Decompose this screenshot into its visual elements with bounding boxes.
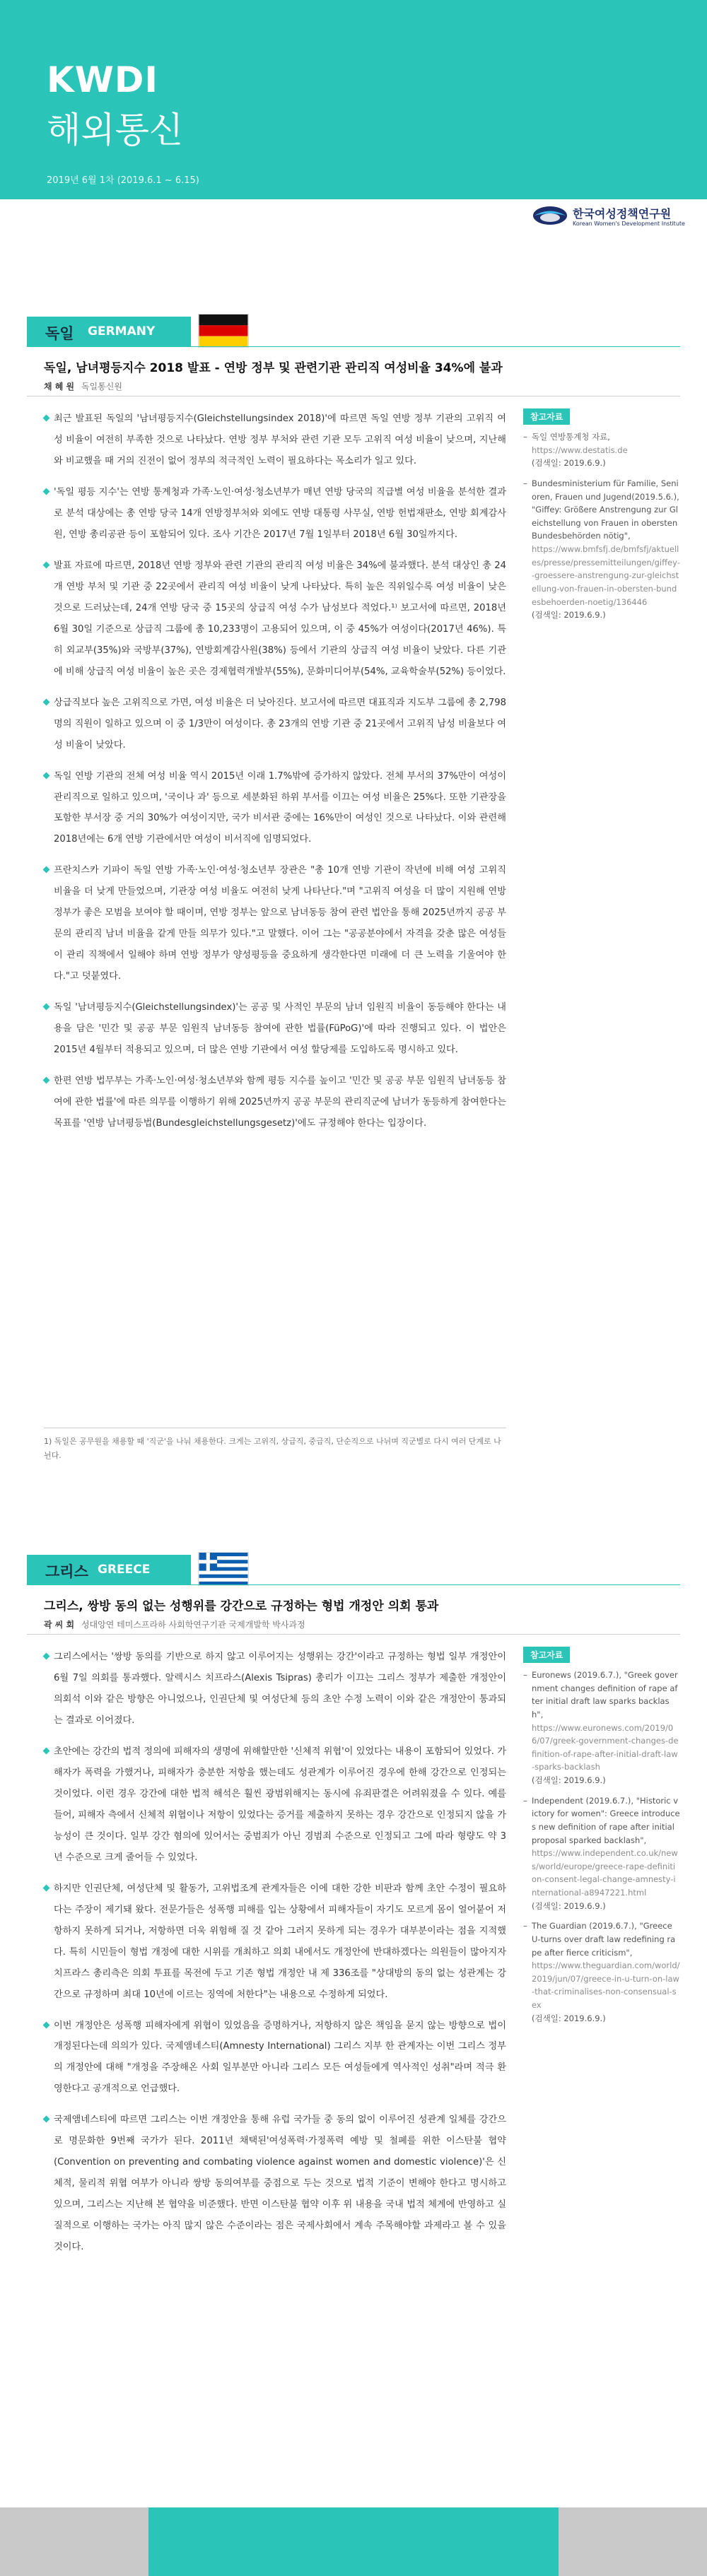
germany-flag-icon xyxy=(198,314,249,348)
author-name: 채 혜 원 xyxy=(44,382,75,392)
reference-link[interactable]: https://www.euronews.com/2019/06/07/greek-government-changes-definition-of-rape-after-initial-draft-law-sparks-backlash xyxy=(532,1722,679,1772)
country-band xyxy=(27,1555,191,1584)
greece-flag-icon xyxy=(198,1552,249,1586)
reference-item xyxy=(523,1669,680,1787)
references-tag: 참고자료 xyxy=(523,1647,570,1663)
kwdi-logo-icon xyxy=(532,205,568,226)
references-tag: 참고자료 xyxy=(523,408,570,425)
page-footer xyxy=(0,2507,707,2576)
logo-name-en: Korean Women's Development Institute xyxy=(573,220,685,227)
reference-text: Bundesministerium für Familie, Senioren, Frauen und Jugend(2019.5.6.), "Giffey: Größere Anstrengung zur Gleichstellung von Frauen in obersten Bundesbehörden nötig", xyxy=(532,478,679,541)
article-author xyxy=(44,1618,305,1630)
reference-link[interactable]: https://www.bmfsfj.de/bmfsfj/aktuelles/presse/pressemitteilungen/giffey--groessere-anstrengung-zur-gleichstellung-von-frauen-in-obersten-bundesbehoerden-noetig/136446 xyxy=(532,544,680,607)
article-author xyxy=(44,380,122,392)
reference-item xyxy=(523,1919,680,2025)
reference-text: Independent (2019.6.7.), "Historic victory for women": Greece introduces new definition of rape after initial proposal sparked backlash", xyxy=(532,1795,680,1845)
paragraph: 독일 연방 기관의 전체 여성 비율 역시 2015년 이래 1.7%밖에 증가하지 않았다. 전체 부서의 37%만이 여성이 관리직으로 일하고 있으며, '국이나 과' 등으로 세분화된 하위 부서를 이끄는 여성 비율은 25%다. 또한 기관장을 포함한 부서장 중 거의 30%가 여성이지만, 국가 비서관 중에는 16%만이 여성인 것으로 나타났다. 이와 관련해 2018년에는 6개 연방 기관에서만 여성이 비서직에 임명되었다. xyxy=(44,766,506,851)
paragraph: 프란치스카 기파이 독일 연방 가족·노인·여성·청소년부 장관은 "총 10개 연방 기관이 작년에 비해 여성 고위직 비율을 더 낮게 만들었으며, 기관장 여성 비율도 여전히 낮게 나타난다."며 "고위직 여성을 더 많이 지원해 연방 정부가 좋은 모범을 보여야 할 때이며, 연방 정부는 앞으로 남녀동등 참여 관련 법안을 통해 2025년까지 공공 부문의 관리직 남녀 비율을 같게 만들 의무가 있다."고 말했다. 이어 그는 "공공분야에서 자격을 갖춘 많은 여성들이 관리 직책에서 일해야 하며 연방 정부가 양성평등을 중요하게 생각한다면 미래에 더 큰 노력을 기울여야 한다."고 덧붙였다. xyxy=(44,860,506,987)
country-name-en: GREECE xyxy=(98,1563,151,1577)
article-title: 독일, 남녀평등지수 2018 발표 - 연방 정부 및 관련기관 관리직 여성비율 34%에 불과 xyxy=(44,361,503,375)
reference-text: Euronews (2019.6.7.), "Greek government changes definition of rape after initial draft law sparks backlash", xyxy=(532,1670,678,1719)
germany-section xyxy=(0,317,707,1539)
hero-banner xyxy=(0,0,707,199)
reference-date: (검색일: 2019.6.9.) xyxy=(532,458,606,469)
publisher-title: KWDI xyxy=(47,59,159,100)
section-rule xyxy=(27,1584,680,1585)
reference-date: (검색일: 2019.6.9.) xyxy=(532,1900,606,1911)
paragraph: 발표 자료에 따르면, 2018년 연방 정부와 관련 기관의 관리직 여성 비율은 34%에 불과했다. 분석 대상인 총 24개 연방 부처 및 기관 중 22곳에서 관리직 여성 비율이 낮게 나타났다. 특히 높은 직위일수록 여성 비율이 낮은 것으로 드러났는데, 24개 연방 당국 중 15곳의 상급직 여성 수가 남성보다 적었다.¹⁾ 보고서에 따르면, 2018년 6월 30일 기준으로 상급직 그룹에 총 10,233명이 고용되어 있으며, 이 중 45%가 여성이다(2017년 46%). 특히 외교부(35%)와 국방부(37%), 연방회계감사원(38%) 등에서 기관의 상급직 여성 비율이 낮았다. 다른 기관에 비해 상급직 여성 비율이 높은 곳은 경제협력개발부(55%), 문화미디어부(54%, 교육학술부(52%) 등이었다. xyxy=(44,555,506,683)
kwdi-logo xyxy=(532,202,694,230)
reference-link[interactable]: https://www.independent.co.uk/news/world/europe/greece-rape-definition-consent-legal-change-amnesty-international-a8947221.html xyxy=(532,1848,678,1898)
author-name: 곽 씨 회 xyxy=(44,1620,75,1630)
divider xyxy=(27,1634,680,1635)
paragraph: 하지만 인권단체, 여성단체 및 활동가, 고위법조계 관계자들은 이에 대한 강한 비판과 함께 초안 수정이 필요하다는 주장이 제기돼 왔다. 전문가들은 성폭행 피해를 입는 상황에서 피해자들이 자기도 모르게 몸이 얼어붙어 저항하지 못하게 되거나, 저항하면 더욱 위험해 질 것 같아 그러지 못하게 되는 경우가 대부분이라는 점을 지적했다. 특히 시민들이 형법 개정에 대한 시위를 개최하고 의회 내에서도 개정안에 반대하겠다는 의원들이 많아지자 치프라스 총리측은 의회 투표를 목전에 두고 기존 형법 개정안 내 제 336조를 "상대방의 동의 없는 성관계는 강간으로 규정하며 최대 10년에 이르는 징역에 처한다"는 내용으로 수정하게 되었다. xyxy=(44,1878,506,2006)
newsletter-title: 해외통신 xyxy=(47,110,184,151)
reference-item xyxy=(523,477,680,622)
footnote: 1) 독일은 공무원을 채용할 때 '직군'을 나눠 채용한다. 크게는 고위직, 상급직, 중급직, 단순직으로 나뉘며 직군별로 다시 여러 단계로 나뉜다. xyxy=(44,1437,501,1460)
paragraph: 초안에는 강간의 법적 정의에 피해자의 생명에 위해할만한 '신체적 위협'이 있었다는 내용이 포함되어 있었다. 가해자가 폭력을 가했거나, 피해자가 충분한 저항을 했는데도 성관계가 이루어진 경우에 한해 강간으로 인정되는 것이었다. 이런 경우 강간에 대한 법적 해석은 훨씬 광범위해지는 동시에 유죄판결은 어려워졌을 수 있다. 예를 들어, 피해자 측에서 신체적 위협이나 저항이 있었다는 증거를 제출하지 못하는 경우 강간으로 인정되지 않을 가능성이 큰 것이다. 일부 강간 혐의에 있어서는 중범죄가 아닌 경범죄 수준으로 인정되고 그에 따라 형량도 약 3년 수준으로 크게 줄어들 수 있었다. xyxy=(44,1741,506,1869)
country-name-en: GERMANY xyxy=(88,324,156,339)
paragraph: 한편 연방 법무부는 가족·노인·여성·청소년부와 함께 평등 지수를 높이고 '민간 및 공공 부문 임원직 남녀동등 참여에 관한 법률'에 따른 의무를 이행하기 위해 2025년까지 공공 부문의 관리직군에 남녀가 동등하게 참여한다는 목표를 '연방 남녀평등법(Bundesgleichstellungsgesetz)'에도 규정해야 한다는 입장이다. xyxy=(44,1071,506,1134)
reference-text: 독일 연방통계청 자료, xyxy=(532,432,610,442)
reference-link[interactable]: https://www.destatis.de xyxy=(532,445,628,455)
issue-date: 2019년 6월 1차 (2019.6.1 ~ 6.15) xyxy=(47,175,199,186)
country-band xyxy=(27,317,191,346)
country-name-ko: 독일 xyxy=(45,325,74,342)
country-name-ko: 그리스 xyxy=(45,1563,88,1580)
paragraph: '독일 평등 지수'는 연방 통계청과 가족·노인·여성·청소년부가 매년 연방 당국의 직급별 여성 비율을 분석한 결과로 분석 대상에는 총 연방 당국 14개 연방정부처와 외에도 연방 대통령 사무실, 연방 헌법재판소, 연방 회계감사원, 연방 총리공관 등이 포함되어 있다. 조사 기간은 2017년 7월 1일부터 2018년 6월 30일까지다. xyxy=(44,482,506,546)
reference-item xyxy=(523,1794,680,1913)
logo-name-ko: 한국여성정책연구원 xyxy=(573,207,672,220)
article-body xyxy=(44,1647,506,2268)
section-rule xyxy=(27,346,680,347)
paragraph: 최근 발표된 독일의 '남녀평등지수(Gleichstellungsindex 2018)'에 따르면 독일 연방 정부 기관의 고위직 여성 비율이 여전히 부족한 것으로 나타났다. 연방 정부 부처와 관련 기관 모두 고위직 여성 비율이 낮으며, 지난해와 비교했을 때 거의 진전이 없어 정부의 적극적인 노력이 필요하다는 목소리가 일고 있다. xyxy=(44,408,506,472)
paragraph: 그리스에서는 '쌍방 동의를 기반으로 하지 않고 이루어지는 성행위는 강간'이라고 규정하는 형법 일부 개정안이 6월 7일 의회를 통과했다. 알렉시스 치프라스(Alexis Tsipras) 총리가 이끄는 그리스 정부가 제출한 개정안이 의회석 이와 같은 방향은 아니었으나, 인권단체 및 여성단체 등의 초안 수정 노력이 이와 같은 개정안이 통과되는 결과로 이어졌다. xyxy=(44,1647,506,1731)
references-sidebar xyxy=(523,408,680,629)
paragraph: 이번 개정안은 성폭행 피해자에게 위협이 있었음을 증명하거나, 저항하지 않은 책임을 묻지 않는 방향으로 법이 개정된다는데 의의가 있다. 국제앰네스티(Amnesty International) 그리스 지부 한 관계자는 이번 그리스 정부의 개정안에 대해 "개정을 주장해온 사회 일부분만 아니라 그리스 모든 여성들에게 역사적인 성취"라며 적극 환영한다고 공개적으로 언급했다. xyxy=(44,2016,506,2100)
reference-text: The Guardian (2019.6.7.), "Greece U-turns over draft law redefining rape after fierce criticism", xyxy=(532,1921,676,1958)
reference-date: (검색일: 2019.6.9.) xyxy=(532,2013,606,2023)
references-sidebar xyxy=(523,1647,680,2032)
article-body xyxy=(44,408,506,1144)
reference-date: (검색일: 2019.6.9.) xyxy=(532,610,606,621)
article-title: 그리스, 쌍방 동의 없는 성행위를 강간으로 규정하는 형법 개정안 의회 통과 xyxy=(44,1599,439,1613)
paragraph: 독일 '남녀평등지수(Gleichstellungsindex)'는 공공 및 사적인 부문의 남녀 임원직 비율이 동등해야 한다는 내용을 담은 '민간 및 공공 부문 임원직 남녀동등 참여에 관한 법률(FüPoG)'에 따라 진행되고 있다. 이 법안은 2015년 4월부터 적용되고 있으며, 더 많은 연방 기관에서 여성 할당제를 도입하도록 명시하고 있다. xyxy=(44,997,506,1061)
greece-section xyxy=(0,1555,707,2488)
reference-link[interactable]: https://www.theguardian.com/world/2019/jun/07/greece-in-u-turn-on-law-that-criminalises-non-consensual-sex xyxy=(532,1960,680,2010)
author-role: 독일통신원 xyxy=(81,382,122,392)
paragraph: 국제앰네스티에 따르면 그리스는 이번 개정안을 통해 유럽 국가들 중 동의 없이 이루어진 성관계 일체를 강간으로 명문화한 9번째 국가가 된다. 2011년 채택된'여성폭력·가정폭력 예방 및 철폐를 위한 이스탄불 협약(Convention on preventing and combating violence against women and domestic violence)'은 신체적, 물리적 위협 여부가 아니라 쌍방 동의여부를 중점으로 두는 것으로 법적 기준이 변해야 한다고 명시하고 있으며, 그리스는 지난해 본 협약을 비준했다. 반면 이스탄불 협약 이후 위 내용을 국내 법적 체계에 반영하고 실질적으로 이행하는 국가는 아직 많지 않은 수준이라는 점은 국제사회에서 계속 주목해야할 과제라고 볼 수 있을 것이다. xyxy=(44,2110,506,2258)
reference-item xyxy=(523,430,680,470)
reference-date: (검색일: 2019.6.9.) xyxy=(532,1775,606,1785)
footer-accent-band xyxy=(148,2507,559,2576)
paragraph: 상급직보다 높은 고위직으로 가면, 여성 비율은 더 낮아진다. 보고서에 따르면 대표직과 지도부 그룹에 총 2,798명의 직원이 일하고 있으며 이 중 1/3만이 여성이다. 총 23개의 연방 기관 중 21곳에서 고위직 남성 비율보다 여성 비율이 낮았다. xyxy=(44,693,506,756)
author-role: 성대앙연 테미스프라하 사회학연구기관 국제개발학 박사과정 xyxy=(81,1620,305,1630)
